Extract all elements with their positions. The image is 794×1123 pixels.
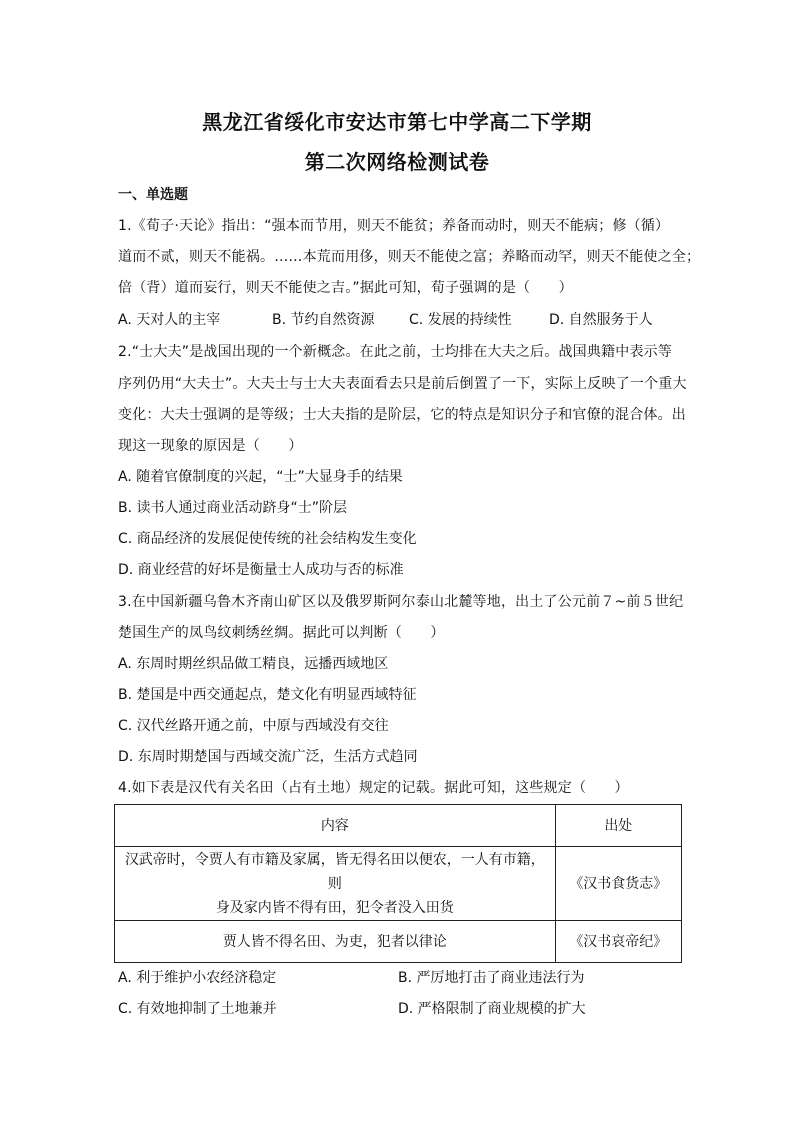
q1-line-1: 1.《荀子·天论》指出：“强本而节用，则天不能贫；养备而动时，则天不能病；修（循）: [118, 218, 670, 234]
q4-table: [114, 804, 682, 963]
table-cell-content: [115, 847, 556, 921]
q2-option-b[interactable]: B. 读书人通过商业活动跻身“士”阶层: [118, 500, 348, 516]
table-header-source: 出处: [555, 805, 681, 847]
q3-option-a[interactable]: A. 东周时期丝织品做工精良，远播西域地区: [118, 656, 389, 672]
q3-line-2: 楚国生产的凤鸟纹刺绣丝绸。据此可以判断（ ）: [118, 625, 445, 641]
q1-line-3: 倍（背）道而妄行，则天不能使之吉。”据此可知，荀子强调的是（ ）: [118, 280, 573, 296]
table-cell-content-line-1: 汉武帝时，令贾人有市籍及家属，皆无得名田以便农，一人有市籍，则: [124, 851, 545, 892]
table-cell-source: 《汉书哀帝纪》: [555, 921, 681, 963]
q1-option-c[interactable]: C. 发展的持续性: [409, 312, 512, 328]
q1-line-2: 道而不贰，则天不能祸。……本荒而用侈，则天不能使之富；养略而动罕，则天不能使之全；: [118, 249, 701, 265]
q4-stem: 4.如下表是汉代有关名田（占有土地）规定的记载。据此可知，这些规定（ ）: [118, 780, 629, 796]
q2-line-1: 2.“士大夫”是战国出现的一个新概念。在此之前，士均排在大夫之后。战国典籍中表示等: [118, 344, 673, 360]
q2-option-d[interactable]: D. 商业经营的好坏是衡量士人成功与否的标准: [118, 562, 404, 578]
q3-option-b[interactable]: B. 楚国是中西交通起点，楚文化有明显西域特征: [118, 687, 417, 703]
q4-option-c[interactable]: C. 有效地抑制了土地兼并: [118, 1001, 277, 1017]
q4-options-row-1: [118, 968, 585, 988]
q1-options: [118, 310, 653, 330]
table-header-content: 内容: [115, 805, 556, 847]
q2-option-c[interactable]: C. 商品经济的发展促使传统的社会结构发生变化: [118, 531, 417, 547]
table-row: [115, 847, 682, 921]
q3-option-c[interactable]: C. 汉代丝路开通之前，中原与西域没有交往: [118, 718, 389, 734]
q4-options-row-2: [118, 999, 586, 1019]
page-title: 黑龙江省绥化市安达市第七中学高二下学期: [202, 110, 592, 134]
q3-line-1: 3.在中国新疆乌鲁木齐南山矿区以及俄罗斯阿尔泰山北麓等地，出土了公元前７~前５世纪: [118, 594, 684, 610]
q1-option-a[interactable]: A. 天对人的主宰: [118, 312, 221, 328]
table-cell-content: 贾人皆不得名田、为吏，犯者以律论: [115, 921, 556, 963]
table-row: [115, 921, 682, 963]
q2-line-3: 变化：大夫士强调的是等级；士大夫指的是阶层，它的特点是知识分子和官僚的混合体。出: [118, 407, 686, 423]
q4-option-a[interactable]: A. 利于维护小农经济稳定: [118, 970, 277, 986]
table-cell-source: 《汉书食货志》: [555, 847, 681, 921]
page-subtitle: 第二次网络检测试卷: [304, 150, 490, 174]
q2-option-a[interactable]: A. 随着官僚制度的兴起，“士”大显身手的结果: [118, 469, 403, 485]
q3-option-d[interactable]: D. 东周时期楚国与西域交流广泛，生活方式趋同: [118, 749, 418, 765]
q4-option-b[interactable]: B. 严厉地打击了商业违法行为: [398, 970, 585, 986]
q1-option-d[interactable]: D. 自然服务于人: [549, 312, 653, 328]
q2-line-2: 序列仍用“大夫士”。大夫士与士大夫表面看去只是前后倒置了一下，实际上反映了一个重大: [118, 376, 687, 392]
section-heading: 一、单选题: [118, 187, 188, 203]
q1-option-b[interactable]: B. 节约自然资源: [272, 312, 375, 328]
table-header-row: [115, 805, 682, 847]
table-cell-content-line-2: 身及家内皆不得有田，犯令者没入田货: [215, 899, 454, 916]
q4-option-d[interactable]: D. 严格限制了商业规模的扩大: [398, 1001, 586, 1017]
q2-line-4: 现这一现象的原因是（ ）: [118, 438, 303, 454]
